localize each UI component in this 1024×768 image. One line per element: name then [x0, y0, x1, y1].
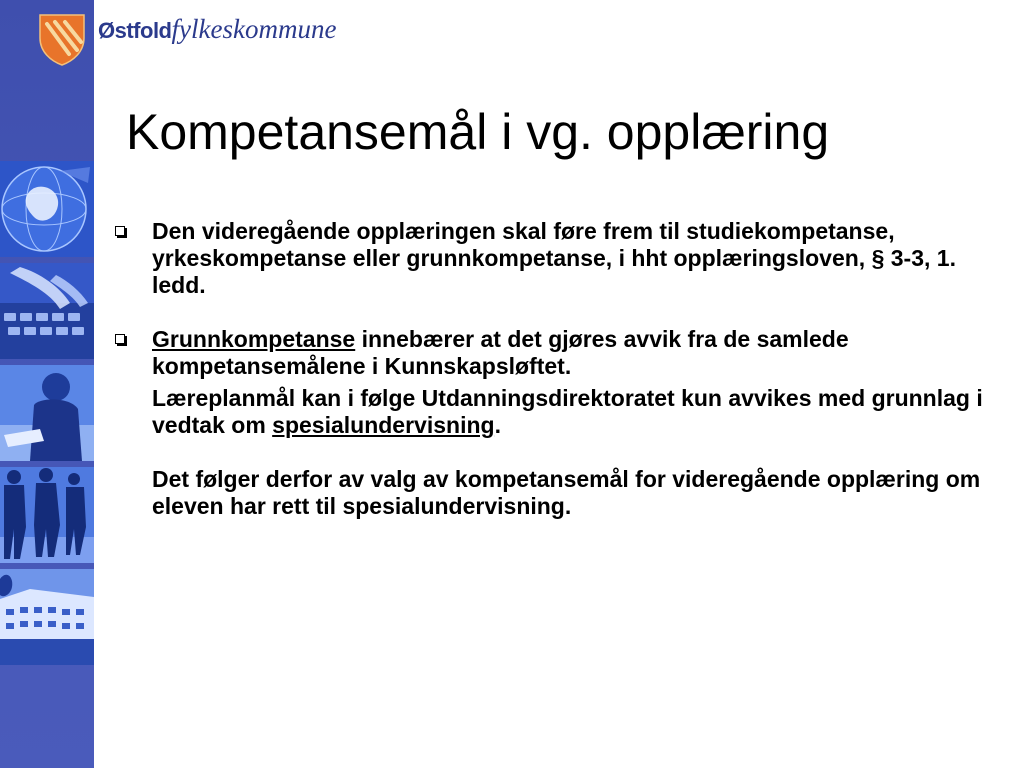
- paragraph-laereplanmal: [112, 385, 992, 439]
- sidebar-photo-keyboard: [0, 263, 94, 359]
- bullet-item-2: [112, 326, 992, 380]
- paragraph-konklusjon: [112, 466, 992, 520]
- brand-name-strong: Østfold: [98, 18, 172, 43]
- bullet-2-text: innebærer at det gjøres avvik fra de samlede kompetansemålene i Kunnskapsløftet.: [152, 326, 849, 379]
- bullet-1-text: Den videregående opplæringen skal føre frem til studiekompetanse, yrkeskompetanse eller grunnkompetanse, i hht opplæringsloven, § 3-3, 1. ledd.: [152, 218, 956, 298]
- shield-logo-icon: [39, 14, 85, 66]
- spesialundervisning-link[interactable]: spesialundervisning: [272, 412, 495, 438]
- paragraph-2-text: Det følger derfor av valg av kompetansemål for videregående opplæring om eleven har rett til spesialundervisning.: [152, 466, 981, 519]
- grunnkompetanse-term: Grunnkompetanse: [152, 326, 356, 352]
- bullet-item-1: [112, 218, 992, 299]
- sidebar-photo-building: [0, 569, 94, 665]
- sidebar-photo-people: [0, 467, 94, 563]
- brand-wordmark: [98, 14, 336, 46]
- slide-title: Kompetansemål i vg. opplæring: [126, 104, 830, 160]
- sidebar: [0, 0, 94, 768]
- sidebar-photo-globe: [0, 161, 94, 257]
- hollow-square-bullet-icon: [115, 226, 125, 236]
- paragraph-1-text: Læreplanmål kan i følge Utdanningsdirektoratet kun avvikes med grunnlag i vedtak om: [152, 385, 983, 438]
- hollow-square-bullet-icon: [115, 334, 125, 344]
- slide-content: [112, 218, 992, 520]
- brand-name-italic: fylkeskommune: [171, 14, 337, 44]
- paragraph-1-end: .: [494, 412, 501, 438]
- sidebar-photo-woman: [0, 365, 94, 461]
- logo-area: [0, 0, 94, 160]
